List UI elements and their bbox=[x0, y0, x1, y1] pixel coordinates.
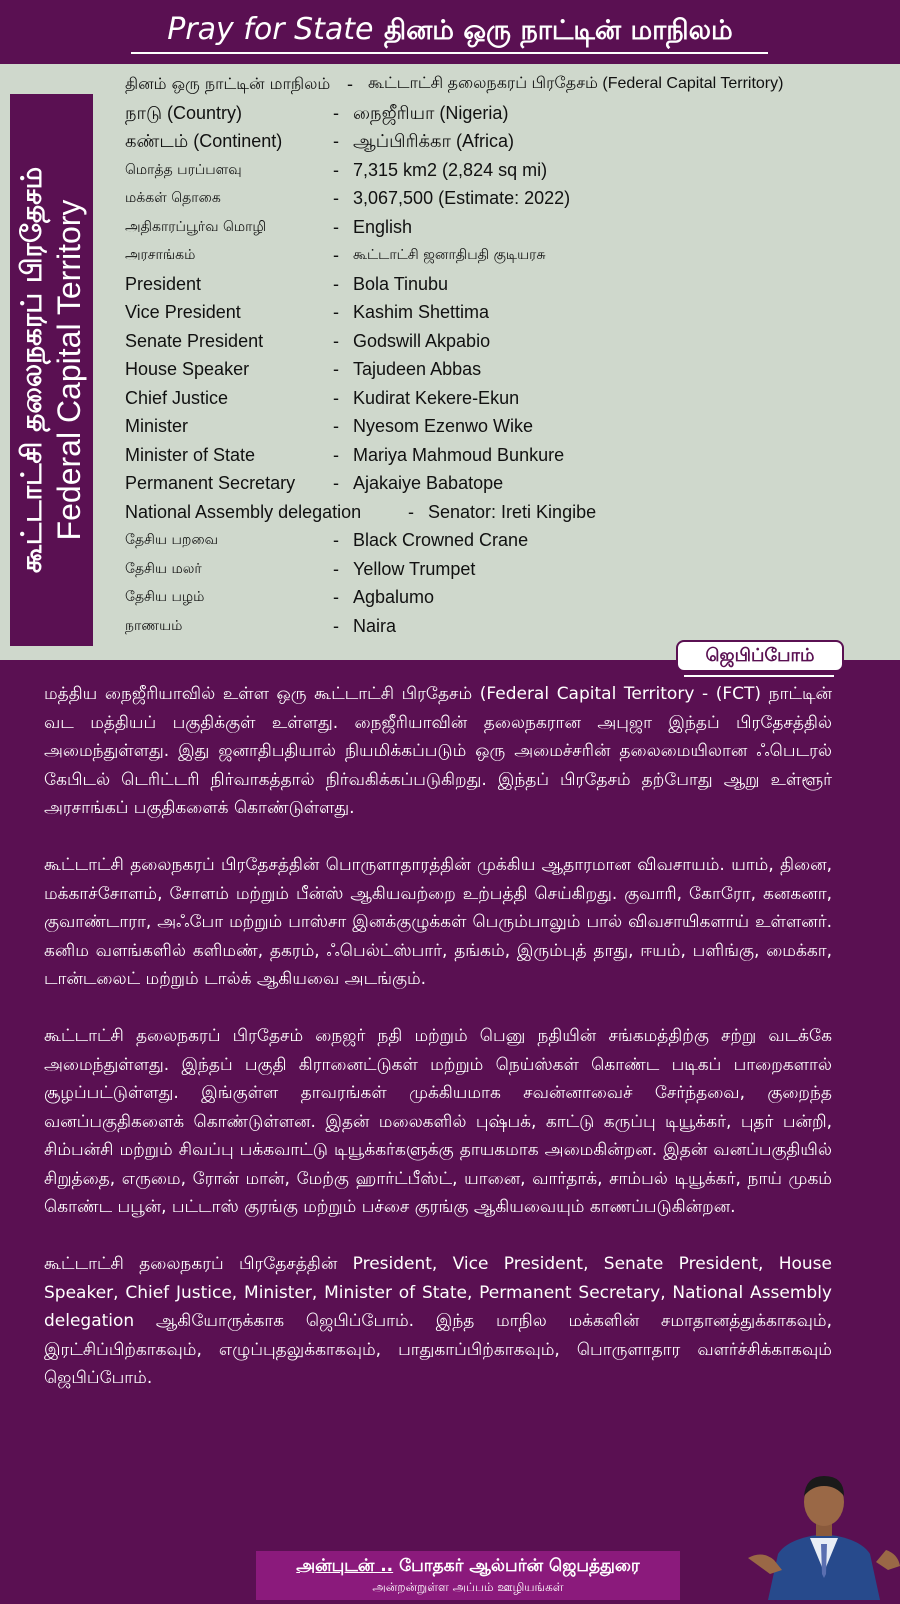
fact-row bbox=[125, 213, 885, 242]
pastor-photo bbox=[748, 1462, 900, 1600]
fact-label: மக்கள் தொகை bbox=[125, 190, 221, 206]
fact-dash: - bbox=[333, 387, 339, 408]
fact-row bbox=[125, 412, 885, 441]
fact-dash: - bbox=[333, 216, 339, 237]
side-banner-tamil: கூட்டாட்சி தலைநகரப் பிரதேசம் bbox=[15, 166, 48, 574]
fact-dash: - bbox=[408, 501, 414, 522]
side-banner-text bbox=[14, 167, 88, 573]
footer-signature bbox=[256, 1551, 680, 1600]
fact-label: மொத்த பரப்பளவு bbox=[125, 161, 242, 178]
paragraph: கூட்டாட்சி தலைநகரப் பிரதேசத்தின் President, Vice President, Senate President, House Speaker, Chief Justice, Minister, Minister of State, Permanent Secretary, National Assembly delegation ஆகியோருக்காக ஜெபிப்போம். இந்த மாநில மக்களின் சமாதானத்துக்காகவும், இரட்சிப்பிற்காகவும், எழுப்புதலுக்காகவும், பாதுகாப்பிற்காகவும், பொருளாதார வளர்ச்சிக்காகவும் ஜெபிப்போம். bbox=[44, 1254, 832, 1388]
fact-dash: - bbox=[333, 444, 339, 465]
fact-value: Naira bbox=[353, 615, 397, 636]
fact-label: கண்டம் (Continent) bbox=[125, 131, 283, 151]
fact-label: நாடு (Country) bbox=[125, 102, 243, 123]
fact-value: கூட்டாட்சி தலைநகரப் பிரதேசம் (Federal Capital Territory) bbox=[368, 75, 784, 92]
fact-dash: - bbox=[333, 245, 339, 265]
fact-dash: - bbox=[333, 273, 339, 294]
body-text bbox=[44, 680, 832, 1421]
footer-prefix: அன்புடன் .. bbox=[296, 1556, 394, 1576]
fact-dash: - bbox=[333, 131, 339, 151]
fact-value: Senator: Ireti Kingibe bbox=[428, 501, 597, 522]
title-tamil: தினம் ஒரு நாட்டின் மாநிலம் bbox=[383, 15, 733, 46]
side-banner-english: Federal Capital Territory bbox=[51, 199, 87, 541]
paragraph: கூட்டாட்சி தலைநகரப் பிரதேசம் நைஜர் நதி மற்றும் பெனு நதியின் சங்கமத்திற்கு சற்று வடக்கே அமைந்துள்ளது. இந்தப் பகுதி கிரானைட்டுகள் மற்றும் நெய்ஸ்கள் கொண்ட படிகப் பாறைகளால் சூழப்பட்டுள்ளது. இங்குள்ள தாவரங்கள் முக்கியமாக சவன்னாவைச் சேர்ந்தவை, குறைந்த வனப்பகுதிகளைக் கொண்டுள்ளன. இதன் மலைகளில் புஷ்பக், காட்டு கருப்பு டியூக்கர், புதர் பன்றி, சிம்பன்சி மற்றும் சிவப்பு பக்கவாட்டு டியூக்கர்களுக்கு தாயகமாக அமைகின்றன. இதன் வனப்பகுதியில் சிறுத்தை, எருமை, ரோன் மான், மேற்கு ஹார்ட்பீஸ்ட், யானை, வார்தாக், சாம்பல் டியூக்கர், நாய் முகம் கொண்ட பபூன், பட்டாஸ் குரங்கு மற்றும் பச்சை குரங்கு ஆகியவையும் காணப்படுகின்றன. bbox=[44, 1026, 832, 1217]
fact-value: English bbox=[353, 216, 413, 237]
fact-value: Tajudeen Abbas bbox=[353, 359, 482, 379]
fact-label: Minister bbox=[125, 416, 189, 436]
fact-value: Mariya Mahmoud Bunkure bbox=[353, 444, 565, 465]
fact-label: நாணயம் bbox=[125, 617, 183, 634]
fact-value: Yellow Trumpet bbox=[353, 558, 476, 579]
fact-row bbox=[125, 156, 885, 185]
footer-subtitle: அன்றன்றுள்ள அப்பம் ஊழியங்கள் bbox=[372, 1580, 564, 1594]
footer-name-line bbox=[256, 1551, 680, 1579]
fact-dash: - bbox=[333, 102, 339, 123]
fact-row bbox=[125, 583, 885, 612]
fact-label: House Speaker bbox=[125, 359, 250, 379]
facts-list bbox=[125, 70, 885, 640]
fact-row bbox=[125, 526, 885, 555]
fact-label: National Assembly delegation bbox=[125, 501, 362, 522]
fact-dash: - bbox=[333, 530, 339, 550]
fact-label: தினம் ஒரு நாட்டின் மாநிலம் bbox=[125, 74, 331, 93]
fact-dash: - bbox=[333, 359, 339, 379]
fact-value: ஆப்பிரிக்கா (Africa) bbox=[353, 131, 514, 151]
fact-dash: - bbox=[333, 302, 339, 322]
fact-value: கூட்டாட்சி ஜனாதிபதி குடியரசு bbox=[353, 247, 546, 263]
fact-value: Bola Tinubu bbox=[353, 273, 449, 294]
fact-row bbox=[125, 384, 885, 413]
fact-value: Nyesom Ezenwo Wike bbox=[353, 416, 534, 436]
fact-dash: - bbox=[333, 587, 339, 607]
title-underline bbox=[131, 52, 768, 54]
fact-row bbox=[125, 355, 885, 384]
side-banner bbox=[10, 94, 93, 646]
fact-value: 3,067,500 (Estimate: 2022) bbox=[353, 188, 571, 208]
footer-name: போதகர் ஆல்பர்ன் ஜெபத்துரை bbox=[399, 1556, 640, 1576]
page-title bbox=[0, 6, 900, 53]
fact-value: Kashim Shettima bbox=[353, 302, 490, 322]
fact-dash: - bbox=[347, 74, 353, 94]
fact-value: Ajakaiye Babatope bbox=[353, 473, 504, 493]
info-panel bbox=[0, 64, 900, 660]
fact-label: அரசாங்கம் bbox=[125, 247, 196, 263]
fact-row bbox=[125, 241, 885, 270]
fact-value: Black Crowned Crane bbox=[353, 530, 529, 550]
fact-row bbox=[125, 441, 885, 470]
fact-row bbox=[125, 612, 885, 641]
fact-value: Agbalumo bbox=[353, 587, 435, 607]
badge-underline bbox=[684, 675, 834, 677]
fact-row bbox=[125, 555, 885, 584]
fact-value: நைஜீரியா (Nigeria) bbox=[353, 102, 509, 123]
fact-dash: - bbox=[333, 416, 339, 436]
fact-label: அதிகாரப்பூர்வ மொழி bbox=[125, 218, 267, 235]
fact-row bbox=[125, 270, 885, 299]
title-english: Pray for State bbox=[167, 12, 374, 47]
fact-label: Chief Justice bbox=[125, 387, 229, 408]
fact-dash: - bbox=[333, 159, 339, 180]
fact-label: Vice President bbox=[125, 302, 241, 322]
fact-row bbox=[125, 127, 885, 156]
fact-row bbox=[125, 469, 885, 498]
page-header bbox=[0, 0, 900, 64]
fact-row bbox=[125, 184, 885, 213]
fact-row bbox=[125, 327, 885, 356]
fact-label: Permanent Secretary bbox=[125, 473, 296, 493]
fact-label: தேசிய பறவை bbox=[125, 532, 219, 548]
fact-dash: - bbox=[333, 615, 339, 636]
paragraph: மத்திய நைஜீரியாவில் உள்ள ஒரு கூட்டாட்சி பிரதேசம் (Federal Capital Territory - (FCT) நாட்டின் வட மத்தியப் பகுதிக்குள் உள்ளது. நைஜீரியாவின் தலைநகரான அபுஜா இந்தப் பிரதேசத்தில் அமைந்துள்ளது. இது ஜனாதிபதியால் நியமிக்கப்படும் ஒரு அமைச்சரின் தலைமையிலான ஃபெடரல் கேபிடல் டெரிட்டரி நிர்வாகத்தால் நிர்வகிக்கப்படுகிறது. இந்தப் பிரதேசம் தற்போது ஆறு உள்ளூர் அரசாங்கப் பகுதிகளைக் கொண்டுள்ளது. bbox=[44, 684, 832, 818]
fact-dash: - bbox=[333, 188, 339, 208]
fact-label: தேசிய மலர் bbox=[125, 560, 202, 577]
fact-dash: - bbox=[333, 330, 339, 351]
fact-row bbox=[125, 298, 885, 327]
fact-value: Godswill Akpabio bbox=[353, 330, 491, 351]
fact-dash: - bbox=[333, 558, 339, 579]
fact-value: 7,315 km2 (2,824 sq mi) bbox=[353, 159, 548, 180]
fact-row bbox=[125, 99, 885, 128]
paragraph: கூட்டாட்சி தலைநகரப் பிரதேசத்தின் பொருளாதாரத்தின் முக்கிய ஆதாரமான விவசாயம். யாம், தினை, மக்காச்சோளம், சோளம் மற்றும் பீன்ஸ் ஆகியவற்றை உற்பத்தி செய்கிறது. குவாரி, கோரோ, கனகனா, குவாண்டாரா, அஃபோ மற்றும் பாஸ்சா இனக்குழுக்கள் பெரும்பாலும் பால் விவசாயிகளாய் உள்ளனர். கனிம வளங்களில் களிமண், தகரம், ஃபெல்ட்ஸ்பார், தங்கம், இரும்புத் தாது, ஈயம், பளிங்கு, மைக்கா, டான்டலைட் மற்றும் டால்க் ஆகியவை அடங்கும். bbox=[44, 855, 832, 989]
fact-label: Senate President bbox=[125, 330, 264, 351]
fact-label: President bbox=[125, 273, 202, 294]
pray-badge: ஜெபிப்போம் bbox=[676, 640, 844, 672]
fact-label: Minister of State bbox=[125, 444, 256, 465]
fact-dash: - bbox=[333, 473, 339, 493]
fact-row bbox=[125, 498, 885, 527]
fact-value: Kudirat Kekere-Ekun bbox=[353, 387, 520, 408]
fact-label: தேசிய பழம் bbox=[125, 589, 205, 605]
fact-row bbox=[125, 70, 885, 99]
